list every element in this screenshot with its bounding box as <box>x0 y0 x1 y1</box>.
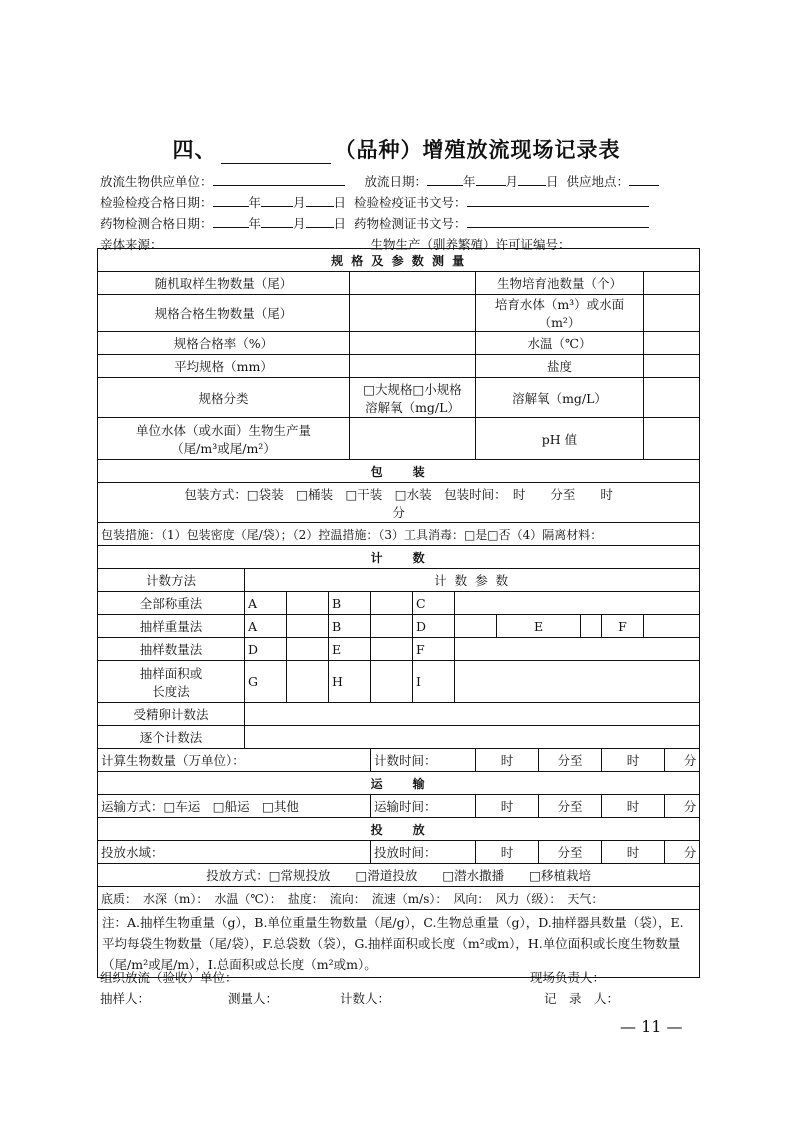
pack-method[interactable]: 包装方式：□袋装 □桶装 □干装 □水装 包装时间： 时 分至 时 分 <box>98 483 700 523</box>
header-row-3: 药物检测合格日期： 年 月 日 药物检测证书文号： <box>100 214 700 232</box>
section-spec: 规 格 及 参 数 测 量 <box>98 249 700 272</box>
section-pack: 包 装 <box>98 460 700 483</box>
title-suffix: （品种）增殖放流现场记录表 <box>334 138 621 162</box>
section-count: 计 数 <box>98 546 700 569</box>
footer-row-2: 抽样人： 测量人： 计数人： 记 录 人： <box>100 991 620 1006</box>
header-row-1: 放流生物供应单位： 放流日期： 年 月 日 供应地点： <box>100 172 700 190</box>
table-note: 注：A.抽样生物重量（g），B.单位重量生物数量（尾/g），C.生物总重量（g），D.抽样器具数量（袋），E.平均每袋生物数量（尾/袋），F.总袋数（袋），G.抽样面积或长度（m²或m），H.单位面积或长度生物数量（尾/m²或尾/m），I.总面积或总长度（m²或m）。 <box>98 910 700 978</box>
supplier-blank[interactable] <box>213 172 345 186</box>
footer-row-1: 组织放流（验收）单位： 现场负责人： <box>100 970 606 985</box>
header-row-2: 检验检疫合格日期： 年 月 日 检验检疫证书文号： <box>100 193 700 211</box>
page-number: — 11 — <box>620 1017 683 1036</box>
page-title <box>0 134 793 164</box>
pack-measures[interactable]: 包装措施：（1）包装密度（尾/袋）；（2）控温措施：（3）工具消毒：□是□否（4）隔离材料： <box>98 523 700 546</box>
title-prefix: 四、 <box>172 138 217 162</box>
section-release: 投 放 <box>98 818 700 841</box>
release-method[interactable]: 投放方式：□常规投放 □滑道投放 □潜水撒播 □移植栽培 <box>98 864 700 887</box>
header-row-4: 亲体来源： 生物生产（驯养繁殖）许可证编号： <box>100 235 700 253</box>
species-blank[interactable] <box>221 143 331 164</box>
release-conditions[interactable]: 底质： 水深（m）： 水温（℃）： 盐度： 流向： 流速（m/s）： 风向： 风力（级）： 天气： <box>98 887 700 910</box>
size-class-checkboxes[interactable]: □大规格□小规格 溶解氧（mg/L） <box>350 378 476 418</box>
record-table: 规 格 及 参 数 测 量 随机取样生物数量（尾） 生物培育池数量（个） 规格合格生物数量（尾） 培育水体（m³）或水面（m²） 规格合格率（%） 水温（℃） 平均规格（mm） 盐度 规格分类 □大规格□小规格 溶解氧（mg/L） 溶解氧（mg/L） 单位水体（或水面）生物生产量 （尾/m³或尾/m²） pH 值 包 装 包装方式：□袋装 □桶装 □干装 □水装 包装时间： 时 分至 时 分 包装措施：（1）包装密度（尾/袋）；（2）控温措施：（3）工具消毒：□是□否（4）隔离材料： 计 数 计数方法 计 数 参 数 全部称重法 A B C 抽样重量法 A B D E F 抽样数量法 D E F 抽样面积或 长度法 G H I 受精卵计数法 逐个计数法 计算生物数量（万单位）： 计数时间： 时 分至 时 分 运 输 运输方式：□车运 □船运 □其他 运输时间： 时 分至 时 分 投 放 投放水域： 投放时间： 时 分至 时 分 投放方式：□常规投放 □滑道投放 □潜水撒播 □移植栽培 底质： 水深（m）： 水温（℃）： 盐度： 流向： 流速（m/s）： 风向： 风力（级）： 天气： 注：A.抽样生物重量（g），B.单位重量生物数量（尾/g），C.生物总重量（g），D.抽样器具数量（袋），E.平均每袋生物数量（尾/袋），F.总袋数（袋），G.抽样面积或长度（m²或m），H.单位面积或长度生物数量（尾/m²或尾/m），I.总面积或总长度（m²或m）。 <box>97 248 700 978</box>
section-transport: 运 输 <box>98 772 700 795</box>
